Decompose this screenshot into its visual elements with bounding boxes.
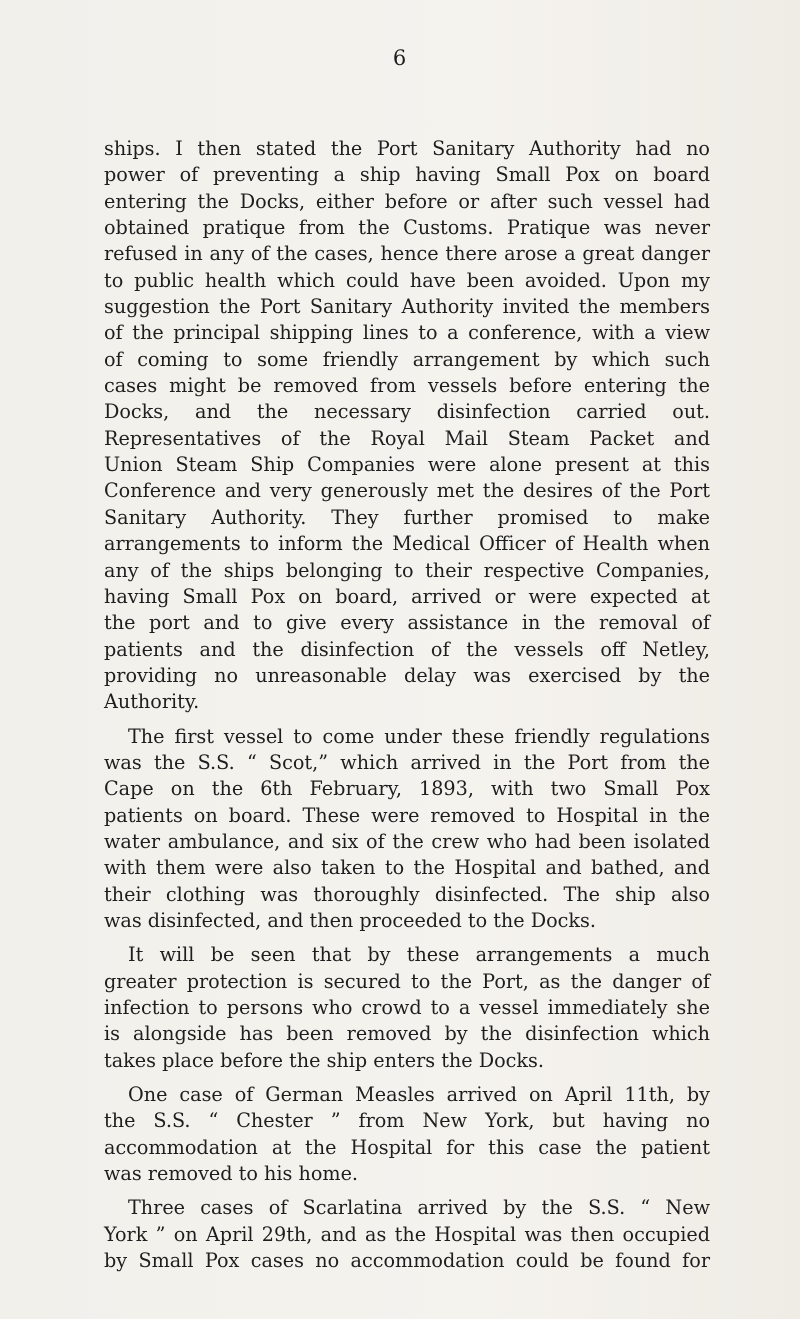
text-line: Union Steam Ship Companies were alone present at this xyxy=(104,453,710,477)
text-line: by Small Pox cases no accommodation could be found for xyxy=(104,1249,710,1273)
text-line: was removed to his home. xyxy=(104,1162,359,1186)
text-line: It will be seen that by these arrangements a much xyxy=(128,943,710,967)
text-line: power of preventing a ship having Small Pox on board xyxy=(104,163,710,187)
text-line: entering the Docks, either before or after such vessel had xyxy=(104,189,710,213)
text-line: of the principal shipping lines to a conference, with a view xyxy=(104,321,710,345)
text-line: infection to persons who crowd to a vessel immediately she xyxy=(104,996,710,1019)
paragraph xyxy=(104,1195,710,1274)
text-line: water ambulance, and six of the crew who had been isolated xyxy=(104,829,710,853)
text-line: of coming to some friendly arrangement by which such xyxy=(104,347,710,371)
paragraph xyxy=(104,942,710,1074)
text-line: Docks, and the necessary disinfection carried out. xyxy=(104,400,710,424)
text-line: One case of German Measles arrived on April 11th, by xyxy=(128,1083,710,1107)
text-line: Sanitary Authority. They further promised to make xyxy=(104,505,710,529)
text-line: Conference and very generously met the desires of the Port xyxy=(104,479,710,503)
text-line: was disinfected, and then proceeded to the Docks. xyxy=(104,908,596,932)
text-line: to public health which could have been avoided. Upon my xyxy=(104,268,710,292)
text-line: the port and to give every assistance in the removal of xyxy=(104,611,710,635)
text-line: York ” on April 29th, and as the Hospital was then occupied xyxy=(104,1222,710,1246)
text-line: the S.S. “ Chester ” from New York, but having no xyxy=(104,1109,710,1133)
text-line: refused in any of the cases, hence there arose a great danger xyxy=(104,242,710,266)
text-line: with them were also taken to the Hospital and bathed, and xyxy=(104,856,710,880)
page-number: 6 xyxy=(392,46,408,70)
text-line: arrangements to inform the Medical Officer of Health when xyxy=(104,532,710,556)
text-line: The first vessel to come under these friendly regulations xyxy=(128,724,710,748)
text-line: takes place before the ship enters the Docks. xyxy=(104,1048,544,1072)
text-line: Cape on the 6th February, 1893, with two Small Pox xyxy=(104,777,710,801)
text-line: Authority. xyxy=(104,690,200,714)
text-line: any of the ships belonging to their respective Companies, xyxy=(104,558,710,582)
text-line: patients on board. These were removed to Hospital in the xyxy=(104,803,710,827)
paragraph xyxy=(104,1082,710,1187)
paragraph xyxy=(104,724,710,935)
text-line: providing no unreasonable delay was exercised by the xyxy=(104,663,710,687)
text-line: accommodation at the Hospital for this case the patient xyxy=(104,1135,710,1159)
text-line: having Small Pox on board, arrived or were expected at xyxy=(104,584,710,608)
text-line: greater protection is secured to the Port, as the danger of xyxy=(104,969,710,993)
text-line: Representatives of the Royal Mail Steam Packet and xyxy=(104,426,710,450)
text-line: their clothing was thoroughly disinfected. The ship also xyxy=(104,882,710,906)
text-line: suggestion the Port Sanitary Authority invited the members xyxy=(104,295,710,319)
text-line: obtained pratique from the Customs. Pratique was never xyxy=(104,216,710,240)
text-line: Three cases of Scarlatina arrived by the S.S. “ New xyxy=(128,1196,710,1220)
paragraph xyxy=(104,136,710,716)
text-line: cases might be removed from vessels before entering the xyxy=(104,374,710,398)
text-line: patients and the disinfection of the vessels off Netley, xyxy=(104,637,710,661)
text-line: was the S.S. “ Scot,” which arrived in the Port from the xyxy=(104,750,710,774)
body-text xyxy=(104,136,710,1282)
text-line: is alongside has been removed by the disinfection which xyxy=(104,1022,710,1046)
text-line: ships. I then stated the Port Sanitary Authority had no xyxy=(104,137,710,160)
